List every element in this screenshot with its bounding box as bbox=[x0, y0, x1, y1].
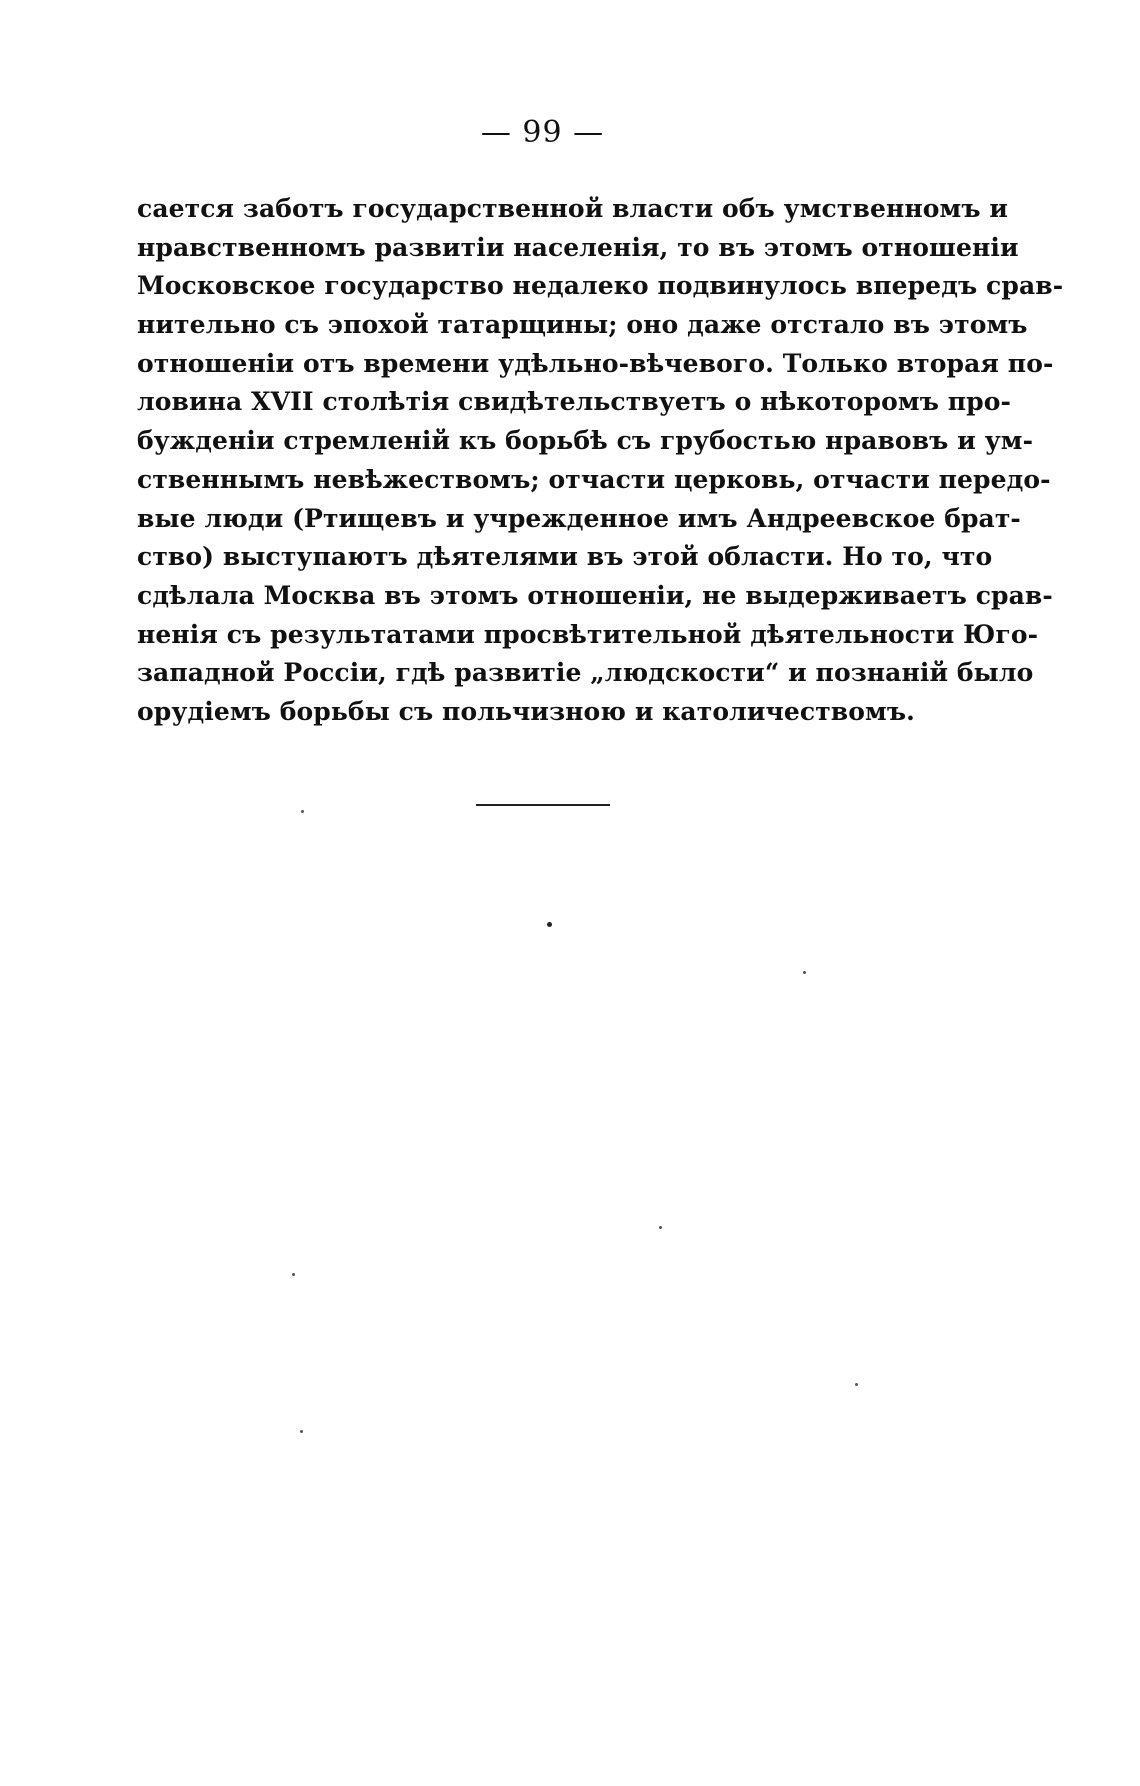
scan-speck bbox=[547, 922, 552, 927]
scan-speck bbox=[300, 1430, 303, 1433]
text-line: ственнымъ невѣжествомъ; отчасти церковь, отчасти передо- bbox=[137, 464, 1051, 494]
text-line: отношеніи отъ времени удѣльно-вѣчевого. Только вторая по- bbox=[137, 348, 1054, 378]
text-line: ловина XVII столѣтія свидѣтельствуетъ о нѣкоторомъ про- bbox=[137, 387, 1012, 417]
body-text bbox=[137, 190, 1064, 732]
page-number: — 99 — bbox=[480, 115, 605, 150]
scan-speck bbox=[301, 810, 304, 813]
text-line: сается заботъ государственной власти объ умственномъ и bbox=[137, 194, 1009, 223]
scan-speck bbox=[803, 971, 806, 974]
scan-speck bbox=[292, 1273, 295, 1276]
text-line: нительно съ эпохой татарщины; оно даже отстало въ этомъ bbox=[137, 310, 1028, 340]
text-line: бужденіи стремленій къ борьбѣ съ грубостью нравовъ и ум- bbox=[137, 426, 1034, 456]
scan-speck bbox=[659, 1226, 662, 1229]
text-line: орудіемъ борьбы съ польчизною и католичествомъ. bbox=[137, 696, 915, 726]
text-line: западной Россіи, гдѣ развитіе „людскости“ и познаній было bbox=[137, 658, 1034, 688]
text-line: нравственномъ развитіи населенія, то въ этомъ отношеніи bbox=[137, 232, 1019, 262]
text-line: сдѣлала Москва въ этомъ отношеніи, не выдерживаетъ срав- bbox=[137, 580, 1053, 610]
text-line: Московское государство недалеко подвинулось впередъ срав- bbox=[137, 271, 1064, 301]
text-line: вые люди (Ртищевъ и учрежденное имъ Андреевское брат- bbox=[137, 503, 1021, 533]
section-end-rule bbox=[476, 804, 610, 806]
text-line: ненія съ результатами просвѣтительной дѣятельности Юго- bbox=[137, 619, 1039, 649]
scan-speck bbox=[855, 1383, 858, 1386]
text-line: ство) выступаютъ дѣятелями въ этой области. Но то, что bbox=[137, 542, 993, 572]
